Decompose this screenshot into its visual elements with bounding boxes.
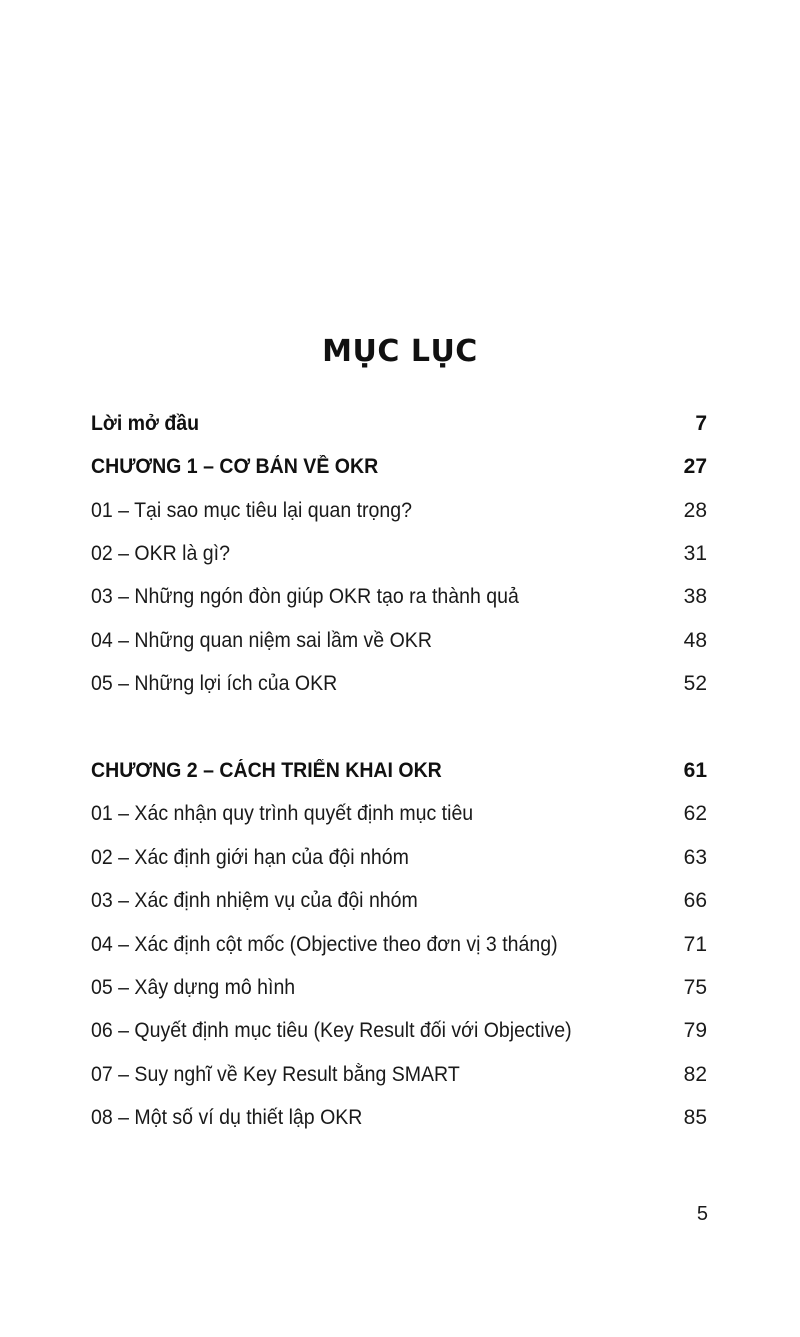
toc-entry-label: 05 – Xây dựng mô hình (91, 976, 296, 999)
toc-entry-label: 01 – Xác nhận quy trình quyết định mục tiêu (91, 802, 474, 825)
toc-entry[interactable] (91, 1103, 707, 1133)
toc-entry[interactable] (91, 930, 707, 960)
toc-entry-label: 06 – Quyết định mục tiêu (Key Result đối với Objective) (91, 1019, 572, 1042)
toc-entry[interactable] (91, 669, 707, 699)
toc-entry-label: 01 – Tại sao mục tiêu lại quan trọng? (91, 499, 413, 522)
toc-entry-page: 63 (683, 846, 707, 869)
toc-entry-label: 07 – Suy nghĩ về Key Result bằng SMART (91, 1063, 460, 1086)
page-number: 5 (696, 1203, 708, 1225)
toc-entry[interactable] (91, 626, 707, 656)
toc-entry-chapter-2[interactable] (91, 756, 707, 786)
toc-entry-label: 05 – Những lợi ích của OKR (91, 672, 338, 695)
toc-entry-label: 03 – Xác định nhiệm vụ của đội nhóm (91, 889, 418, 912)
toc-entry[interactable] (91, 539, 707, 569)
toc-entry-page: 82 (683, 1063, 707, 1086)
toc-entry[interactable] (91, 843, 707, 873)
toc-entry[interactable] (91, 1060, 707, 1090)
toc-entry-page: 52 (683, 672, 707, 695)
toc-entry-page: 48 (683, 629, 707, 652)
toc-entry-page: 31 (683, 542, 707, 565)
toc-entry-label: 08 – Một số ví dụ thiết lập OKR (91, 1106, 363, 1129)
toc-entry-page: 28 (683, 499, 707, 522)
toc-entry-label: 02 – OKR là gì? (91, 542, 230, 565)
toc-entry-chapter-1[interactable] (91, 452, 707, 482)
toc-entry-label: CHƯƠNG 1 – CƠ BẢN VỀ OKR (91, 455, 379, 478)
toc-entry[interactable] (91, 496, 707, 526)
toc-entry-label: 04 – Xác định cột mốc (Objective theo đơn vị 3 tháng) (91, 933, 558, 956)
toc-entry-page: 7 (695, 412, 707, 435)
toc-entry[interactable] (91, 1016, 707, 1046)
toc-entry-page: 71 (683, 933, 707, 956)
toc-entry-preface[interactable] (91, 409, 707, 439)
toc-entry-page: 85 (683, 1106, 707, 1129)
toc-entry-page: 61 (683, 759, 707, 782)
toc-entry-page: 79 (683, 1019, 707, 1042)
toc-entry-label: 03 – Những ngón đòn giúp OKR tạo ra thành quả (91, 585, 519, 608)
toc-entry-label: Lời mở đầu (91, 412, 200, 435)
toc-entry-label: 04 – Những quan niệm sai lầm về OKR (91, 629, 432, 652)
toc-entry-label: CHƯƠNG 2 – CÁCH TRIỂN KHAI OKR (91, 759, 442, 782)
toc-entry-page: 75 (683, 976, 707, 999)
toc-entry-page: 38 (683, 585, 707, 608)
toc-entry-label: 02 – Xác định giới hạn của đội nhóm (91, 846, 409, 869)
toc-entry-page: 27 (683, 455, 707, 478)
toc-entry[interactable] (91, 799, 707, 829)
page-title: MỤC LỤC (322, 334, 478, 370)
toc-entry-page: 66 (683, 889, 707, 912)
toc-entry[interactable] (91, 582, 707, 612)
toc-entry-page: 62 (683, 802, 707, 825)
toc-entry[interactable] (91, 886, 707, 916)
toc-entry[interactable] (91, 973, 707, 1003)
